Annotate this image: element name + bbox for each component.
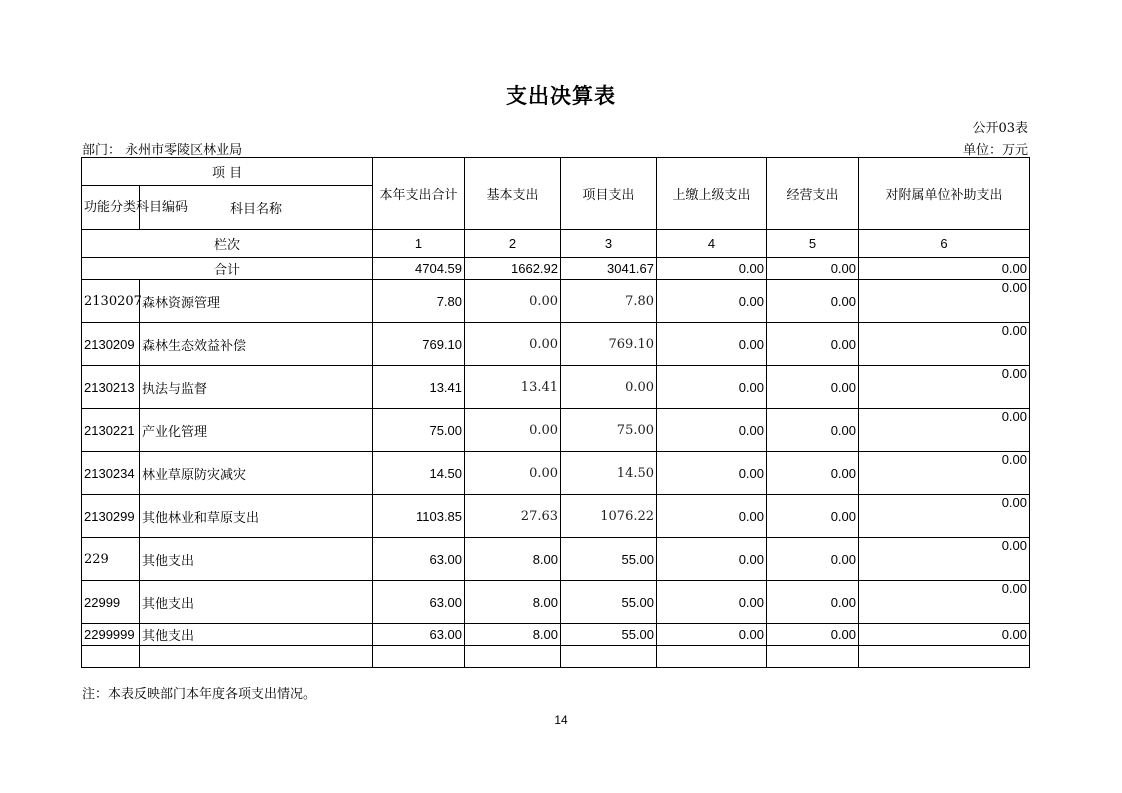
row-name: 其他支出: [140, 581, 373, 624]
page-title: 支出决算表: [506, 83, 616, 108]
row-name: 执法与监督: [140, 366, 373, 409]
row-value: 0.00: [465, 409, 561, 452]
row-value: 8.00: [465, 624, 561, 646]
row-value: 55.00: [561, 538, 657, 581]
row-value: 0.00: [859, 323, 1030, 366]
row-value: 13.41: [465, 366, 561, 409]
row-value: 0.00: [657, 624, 767, 646]
row-value: 0.00: [561, 366, 657, 409]
row-value: 0.00: [767, 452, 859, 495]
row-code: 2130234: [82, 452, 140, 495]
row-value: 63.00: [373, 581, 465, 624]
table-row: [82, 366, 1030, 409]
row-value: 0.00: [859, 366, 1030, 409]
subject-name-header: 科目名称: [140, 186, 373, 230]
row-name: 其他支出: [140, 624, 373, 646]
empty-cell: [561, 646, 657, 668]
col-header-4: 上缴上级支出: [657, 158, 767, 230]
department-label: 部门： 永州市零陵区林业局: [82, 143, 243, 158]
row-value: 0.00: [657, 538, 767, 581]
total-value: 3041.67: [561, 258, 657, 280]
total-value: 4704.59: [373, 258, 465, 280]
total-row: [82, 258, 1030, 280]
row-value: 75.00: [373, 409, 465, 452]
form-number: 公开03表: [972, 121, 1028, 136]
col-number: 3: [561, 230, 657, 258]
row-value: 0.00: [465, 452, 561, 495]
row-value: 0.00: [859, 538, 1030, 581]
row-value: 0.00: [657, 452, 767, 495]
table-row: [82, 624, 1030, 646]
expenditure-table: [81, 157, 1030, 668]
empty-cell: [82, 646, 140, 668]
row-code: 229: [82, 538, 140, 581]
item-header: 项 目: [82, 158, 373, 186]
total-value: 1662.92: [465, 258, 561, 280]
func-code-header: 功能分类科目编码: [82, 186, 140, 230]
table-row: [82, 452, 1030, 495]
row-value: 0.00: [767, 538, 859, 581]
row-value: 0.00: [859, 452, 1030, 495]
row-value: 0.00: [767, 366, 859, 409]
col-header-3: 项目支出: [561, 158, 657, 230]
row-value: 27.63: [465, 495, 561, 538]
col-number: 2: [465, 230, 561, 258]
empty-cell: [373, 646, 465, 668]
row-value: 0.00: [657, 495, 767, 538]
row-value: 8.00: [465, 581, 561, 624]
row-code: 22999: [82, 581, 140, 624]
row-value: 0.00: [859, 624, 1030, 646]
row-value: 55.00: [561, 581, 657, 624]
row-name: 森林生态效益补偿: [140, 323, 373, 366]
table-row: [82, 409, 1030, 452]
row-value: 769.10: [373, 323, 465, 366]
row-value: 0.00: [657, 366, 767, 409]
row-name: 其他支出: [140, 538, 373, 581]
footnote: 注：本表反映部门本年度各项支出情况。: [82, 687, 317, 702]
total-value: 0.00: [767, 258, 859, 280]
empty-cell: [657, 646, 767, 668]
row-value: 7.80: [373, 280, 465, 323]
row-value: 0.00: [859, 495, 1030, 538]
empty-cell: [465, 646, 561, 668]
col-header-1: 本年支出合计: [373, 158, 465, 230]
row-value: 0.00: [859, 280, 1030, 323]
row-code: 2299999: [82, 624, 140, 646]
row-name: 其他林业和草原支出: [140, 495, 373, 538]
row-code: 2130299: [82, 495, 140, 538]
row-value: 0.00: [767, 495, 859, 538]
col-number: 4: [657, 230, 767, 258]
row-name: 森林资源管理: [140, 280, 373, 323]
col-number: 1: [373, 230, 465, 258]
row-value: 8.00: [465, 538, 561, 581]
total-value: 0.00: [657, 258, 767, 280]
row-value: 14.50: [373, 452, 465, 495]
row-value: 55.00: [561, 624, 657, 646]
row-value: 13.41: [373, 366, 465, 409]
row-value: 63.00: [373, 624, 465, 646]
col-header-5: 经营支出: [767, 158, 859, 230]
table-row: [82, 323, 1030, 366]
empty-cell: [140, 646, 373, 668]
page-number: 14: [554, 713, 568, 727]
row-value: 0.00: [657, 280, 767, 323]
row-value: 1103.85: [373, 495, 465, 538]
table-row: [82, 538, 1030, 581]
row-value: 0.00: [465, 280, 561, 323]
row-value: 0.00: [859, 409, 1030, 452]
row-value: 0.00: [767, 409, 859, 452]
lanci-header: 栏次: [82, 230, 373, 258]
row-value: 0.00: [465, 323, 561, 366]
table-row: [82, 495, 1030, 538]
row-value: 75.00: [561, 409, 657, 452]
row-value: 0.00: [657, 581, 767, 624]
row-name: 产业化管理: [140, 409, 373, 452]
row-value: 0.00: [657, 409, 767, 452]
total-label: 合计: [82, 258, 373, 280]
row-value: 769.10: [561, 323, 657, 366]
row-code: 2130209: [82, 323, 140, 366]
row-code: 2130207: [82, 280, 140, 323]
row-value: 0.00: [767, 323, 859, 366]
empty-cell: [767, 646, 859, 668]
table-row: [82, 581, 1030, 624]
unit-label: 单位：万元: [962, 143, 1028, 158]
col-header-2: 基本支出: [465, 158, 561, 230]
row-value: 63.00: [373, 538, 465, 581]
row-value: 14.50: [561, 452, 657, 495]
row-value: 0.00: [767, 280, 859, 323]
col-number: 5: [767, 230, 859, 258]
empty-cell: [859, 646, 1030, 668]
row-value: 1076.22: [561, 495, 657, 538]
table-row: [82, 280, 1030, 323]
row-code: 2130221: [82, 409, 140, 452]
col-header-6: 对附属单位补助支出: [859, 158, 1030, 230]
row-value: 0.00: [767, 624, 859, 646]
row-value: 7.80: [561, 280, 657, 323]
total-value: 0.00: [859, 258, 1030, 280]
row-name: 林业草原防灾减灾: [140, 452, 373, 495]
row-value: 0.00: [657, 323, 767, 366]
empty-row: [82, 646, 1030, 668]
col-number: 6: [859, 230, 1030, 258]
row-code: 2130213: [82, 366, 140, 409]
row-value: 0.00: [859, 581, 1030, 624]
row-value: 0.00: [767, 581, 859, 624]
